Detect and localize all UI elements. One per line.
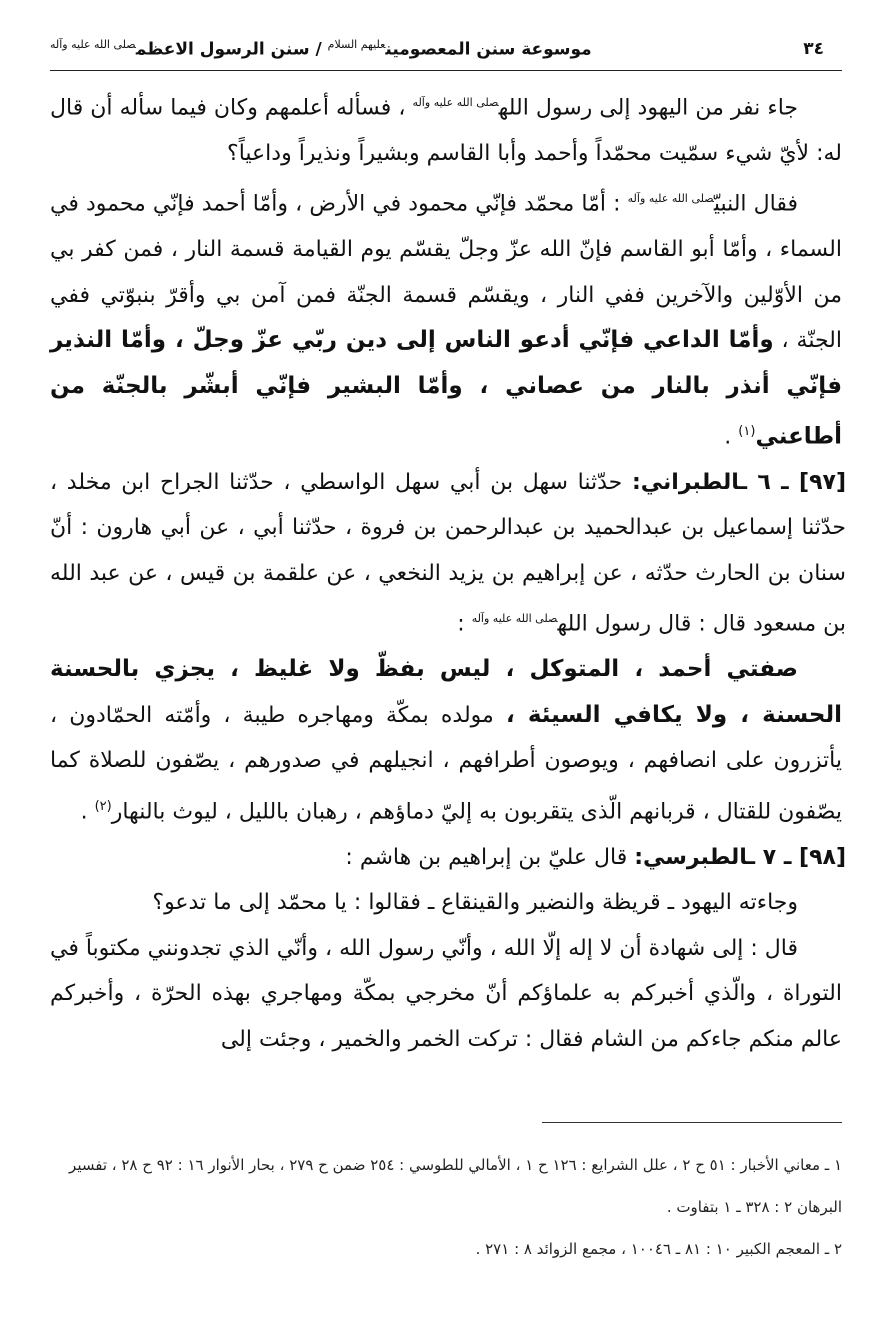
paragraph: وجاءته اليهود ـ قريظة والنضير والقينقاع ـ فقالوا : يا محمّد إلى ما تدعو؟	[152, 890, 798, 916]
honorific-symbol: صلى الله عليه وآله	[627, 192, 714, 206]
footnote-ref: (٢)	[94, 798, 112, 814]
main-text	[50, 80, 846, 1062]
entry-source: الطبرسي:	[634, 844, 748, 870]
running-title: موسوعة سنن المعصومين$^{عليهم السلام}$ / سنن الرسول الاعظم$^{صلى الله عليه وآله}$	[50, 38, 592, 60]
honorific-symbol: صلى الله عليه وآله	[471, 612, 558, 626]
paragraph: جاء نفر من اليهود إلى رسول الله$^{صلى الله عليه وآله}$ ، فسأله أعلمهم وكان فيما سأله أن قال له: لأيّ شيء سمّيت محمّداً وأحمد وأبا القاسم وبشيراً ونذيراً وداعياً؟	[50, 95, 842, 166]
honorific-symbol: صلى الله عليه وآله	[50, 38, 136, 52]
entry-number: [٩٧] ـ ٦ ـ	[739, 469, 846, 495]
honorific-symbol: صلى الله عليه وآله	[412, 96, 499, 109]
paragraph: فقال النبيّ$^{صلى الله عليه وآله}$ : أمّا محمّد فإنّي محمود في الأرض ، وأمّا أحمد فإنّي محمود في السماء ، وأمّا أبو القاسم فإنّ الله عزّ وجلّ يقسّم يوم القيامة قسمة النار ، فمن كفر بي من الأوّلين والآخرين ففي النار ، ويقسّم قسمة الجنّة فمن آمن بي وأقرّ بنبوّتي ففي الجنّة ، وأمّا الداعي فإنّي أدعو الناس إلى دين ربّي عزّ وجلّ ، وأمّا النذير فإنّي أنذر بالنار من عصاني ، وأمّا البشير فإنّي أبشّر بالجنّة من أطاعني$^{(١)}$ .	[50, 191, 842, 450]
header-divider	[50, 70, 842, 71]
running-header	[50, 30, 824, 68]
footnote-ref: (١)	[738, 424, 756, 440]
paragraph: قال : إلى شهادة أن لا إله إلّا الله ، وأنّي رسول الله ، وأنّي الذي تجدونني مكتوباً في التوراة ، والّذي أخبركم به علماؤكم أنّ مخرجي بمكّة ومهاجري بهذه الحرّة ، وأخبركم عالم منكم جاءكم من الشام فقال : تركت الخمر والخمير ، وجئت إلى	[50, 935, 842, 1052]
honorific-symbol: عليهم السلام	[327, 38, 386, 52]
page-number: ٣٤	[803, 39, 824, 59]
footnotes	[50, 1144, 842, 1270]
entry-number: [٩٨] ـ ٧ ـ	[747, 844, 846, 870]
footnote: ١ ـ معاني الأخبار : ٥١ ح ٢ ، علل الشرايع : ١٢٦ ح ١ ، الأمالي للطوسي : ٢٥٤ ضمن ح ٢٧٩ ، بحار الأنوار ١٦ : ٩٢ ح ٢٨ ، تفسير البرهان ٢ : ٣٢٨ ـ ١ بتفاوت .	[69, 1156, 842, 1216]
entry-source: الطبراني:	[631, 469, 740, 495]
footnote: ٢ ـ المعجم الكبير ١٠ : ٨١ ـ ١٠٠٤٦ ، مجمع الزوائد ٨ : ٢٧١ .	[475, 1240, 842, 1258]
paragraph: صفتي أحمد ، المتوكل ، ليس بفظّ ولا غليظ ، يجزي بالحسنة الحسنة ، ولا يكافي السيئة ، مولده بمكّة ومهاجره طيبة ، وأمّته الحمّادون ، يأتزرون على انصافهم ، ويوصون أطرافهم ، انجيلهم في صدورهم ، يصّفون للصلاة كما يصّفون للقتال ، قربانهم الّذى يتقربون به إليّ دماؤهم ، رهبان بالليل ، ليوث بالنهار$^{(٢)}$ .	[50, 656, 842, 825]
footnote-divider	[542, 1122, 842, 1123]
hadith-entry-98: [٩٨] ـ ٧ ـالطبرسي: قال عليّ بن إبراهيم بن هاشم :	[345, 844, 846, 870]
hadith-entry-97: [٩٧] ـ ٦ ـالطبراني: حدّثنا سهل بن أبي سهل الواسطي ، حدّثنا الجراح ابن مخلد ، حدّثنا إسماعيل بن عبدالحميد بن عبدالرحمن بن فروة ، حدّثنا أبي ، عن أبي هارون : أنّ سنان بن الحارث حدّثه ، عن إبراهيم بن يزيد النخعي ، عن علقمة بن قيس ، عن عبد الله بن مسعود قال : قال رسول الله$^{صلى الله عليه وآله}$ :	[50, 469, 846, 637]
